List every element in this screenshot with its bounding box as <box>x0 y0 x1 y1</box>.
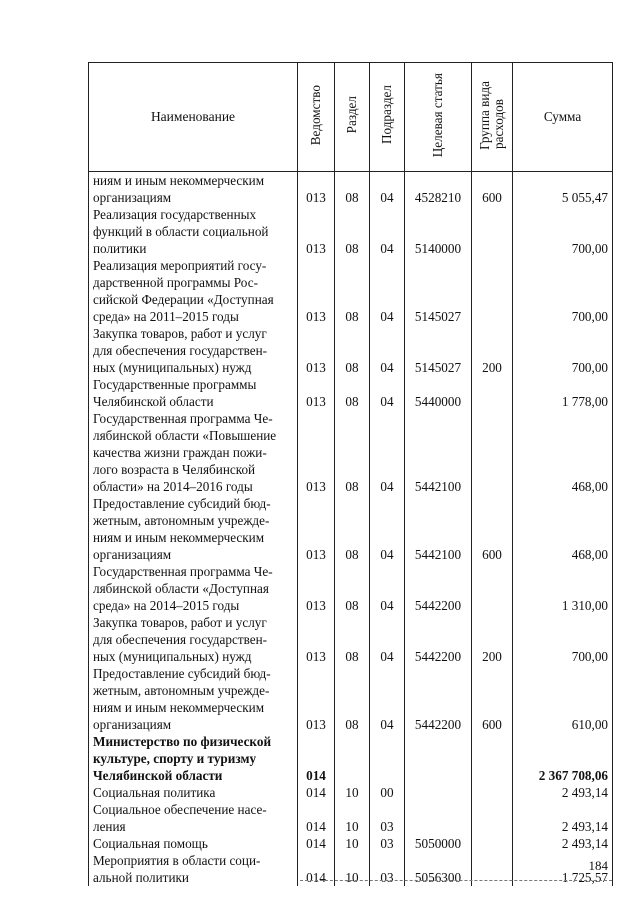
name-line: Челябинской области <box>93 768 223 783</box>
cell-summa: 700,00 <box>513 325 613 376</box>
table-header <box>89 63 613 172</box>
cell-gruppa <box>472 206 513 257</box>
cell-razdel: 08 <box>335 172 370 207</box>
cell-celevaya <box>405 733 472 784</box>
table-row <box>89 665 613 733</box>
cell-podrazdel: 04 <box>370 614 405 665</box>
name-line: среда» на 2011–2015 годы <box>93 309 239 324</box>
cell-vedomstvo: 013 <box>298 495 335 563</box>
cell-summa: 1 725,57 <box>513 852 613 886</box>
cell-podrazdel: 03 <box>370 852 405 886</box>
cell-celevaya <box>405 784 472 801</box>
cell-celevaya: 5442200 <box>405 614 472 665</box>
cell-celevaya: 5056300 <box>405 852 472 886</box>
name-line: Министерство по физической <box>93 734 272 749</box>
name-line: Государственная программа Че- <box>93 564 273 579</box>
cell-summa: 700,00 <box>513 206 613 257</box>
cell-name <box>89 835 298 852</box>
cell-summa: 700,00 <box>513 257 613 325</box>
cell-podrazdel: 03 <box>370 835 405 852</box>
cell-razdel: 10 <box>335 835 370 852</box>
cell-razdel: 08 <box>335 206 370 257</box>
cell-gruppa: 600 <box>472 665 513 733</box>
cell-podrazdel: 04 <box>370 376 405 410</box>
table-row <box>89 784 613 801</box>
cell-gruppa <box>472 784 513 801</box>
header-name-text: Наименование <box>150 109 236 124</box>
cell-vedomstvo: 013 <box>298 206 335 257</box>
cell-celevaya: 5145027 <box>405 325 472 376</box>
cell-podrazdel: 04 <box>370 495 405 563</box>
cell-razdel <box>335 733 370 784</box>
cell-celevaya: 5440000 <box>405 376 472 410</box>
table-body <box>89 172 613 887</box>
header-podrazdel-text: Подраздел <box>379 85 394 145</box>
cell-summa: 1 778,00 <box>513 376 613 410</box>
cell-razdel: 10 <box>335 852 370 886</box>
cell-celevaya: 5145027 <box>405 257 472 325</box>
cell-vedomstvo: 013 <box>298 257 335 325</box>
cell-summa: 2 493,14 <box>513 801 613 835</box>
header-gruppa-line2: расходов <box>491 99 506 150</box>
page-number: 184 <box>588 858 608 873</box>
cell-celevaya: 4528210 <box>405 172 472 207</box>
name-line: для обеспечения государствен- <box>93 632 268 647</box>
cell-celevaya: 5442100 <box>405 410 472 495</box>
cell-vedomstvo: 014 <box>298 852 335 886</box>
name-line: ниям и иным некоммерческим <box>93 700 265 715</box>
cell-summa: 5 055,47 <box>513 172 613 207</box>
cell-name <box>89 257 298 325</box>
cell-name <box>89 614 298 665</box>
name-line: Предоставление субсидий бюд- <box>93 496 271 511</box>
cell-podrazdel: 04 <box>370 665 405 733</box>
name-line: организациям <box>93 717 172 732</box>
name-line: культуре, спорту и туризму <box>93 751 257 766</box>
cell-razdel: 08 <box>335 376 370 410</box>
table-row <box>89 410 613 495</box>
cell-podrazdel: 04 <box>370 325 405 376</box>
header-podrazdel <box>370 63 405 172</box>
name-line: Закупка товаров, работ и услуг <box>93 615 267 630</box>
cell-name <box>89 206 298 257</box>
cell-summa: 2 367 708,06 <box>513 733 613 784</box>
cell-name <box>89 801 298 835</box>
table-row <box>89 835 613 852</box>
name-line: Социальная политика <box>93 785 216 800</box>
table-row <box>89 801 613 835</box>
cell-razdel: 08 <box>335 614 370 665</box>
cell-gruppa <box>472 376 513 410</box>
table-row <box>89 733 613 784</box>
cell-razdel: 10 <box>335 784 370 801</box>
cell-vedomstvo: 013 <box>298 172 335 207</box>
cell-name <box>89 852 298 886</box>
cell-vedomstvo: 014 <box>298 835 335 852</box>
header-razdel <box>335 63 370 172</box>
name-line: Закупка товаров, работ и услуг <box>93 326 267 341</box>
name-line: для обеспечения государствен- <box>93 343 268 358</box>
cell-razdel: 08 <box>335 563 370 614</box>
budget-table <box>88 62 613 886</box>
cell-vedomstvo: 014 <box>298 801 335 835</box>
table-row <box>89 206 613 257</box>
name-line: ных (муниципальных) нужд <box>93 360 252 375</box>
cell-celevaya: 5050000 <box>405 835 472 852</box>
cell-name <box>89 376 298 410</box>
cell-gruppa <box>472 563 513 614</box>
name-line: Социальное обеспечение насе- <box>93 802 267 817</box>
name-line: области» на 2014–2016 годы <box>93 479 253 494</box>
cell-name <box>89 563 298 614</box>
table-row <box>89 614 613 665</box>
name-line: Социальная помощь <box>93 836 208 851</box>
cell-podrazdel: 04 <box>370 410 405 495</box>
cell-razdel: 10 <box>335 801 370 835</box>
cell-celevaya <box>405 801 472 835</box>
header-razdel-text: Раздел <box>344 96 359 134</box>
table-row <box>89 495 613 563</box>
cell-celevaya: 5140000 <box>405 206 472 257</box>
name-line: ниям и иным некоммерческим <box>93 530 265 545</box>
cell-podrazdel: 00 <box>370 784 405 801</box>
cell-podrazdel: 04 <box>370 172 405 207</box>
cell-vedomstvo: 013 <box>298 614 335 665</box>
header-gruppa-line1: Группа вида <box>477 80 492 150</box>
cell-razdel: 08 <box>335 495 370 563</box>
name-line: жетным, автономным учрежде- <box>93 683 270 698</box>
name-line: Предоставление субсидий бюд- <box>93 666 271 681</box>
cell-podrazdel: 04 <box>370 563 405 614</box>
table-row <box>89 325 613 376</box>
name-line: Государственная программа Че- <box>93 411 273 426</box>
cell-summa: 1 310,00 <box>513 563 613 614</box>
cell-summa: 2 493,14 <box>513 784 613 801</box>
cell-gruppa: 200 <box>472 325 513 376</box>
cell-name <box>89 784 298 801</box>
cell-vedomstvo: 014 <box>298 784 335 801</box>
name-line: ления <box>93 819 126 834</box>
name-line: жетным, автономным учрежде- <box>93 513 270 528</box>
name-line: сийской Федерации «Доступная <box>93 292 274 307</box>
cell-name <box>89 172 298 207</box>
header-vedomstvo <box>298 63 335 172</box>
cell-celevaya: 5442100 <box>405 495 472 563</box>
header-gruppa <box>472 63 513 172</box>
cell-name <box>89 665 298 733</box>
header-celevaya <box>405 63 472 172</box>
cell-name <box>89 495 298 563</box>
name-line: Реализация государственных <box>93 207 257 222</box>
cell-name <box>89 410 298 495</box>
name-line: ных (муниципальных) нужд <box>93 649 252 664</box>
header-vedomstvo-text: Ведомство <box>308 84 323 146</box>
table-row <box>89 563 613 614</box>
name-line: организациям <box>93 190 172 205</box>
table-row <box>89 172 613 207</box>
cell-podrazdel: 03 <box>370 801 405 835</box>
name-line: качества жизни граждан пожи- <box>93 445 267 460</box>
name-line: функций в области социальной <box>93 224 269 239</box>
cell-vedomstvo: 013 <box>298 410 335 495</box>
name-line: Реализация мероприятий госу- <box>93 258 267 273</box>
table-row <box>89 257 613 325</box>
cell-razdel: 08 <box>335 325 370 376</box>
cell-vedomstvo: 014 <box>298 733 335 784</box>
name-line: альной политики <box>93 870 189 885</box>
cell-summa: 2 493,14 <box>513 835 613 852</box>
cell-gruppa <box>472 257 513 325</box>
name-line: организациям <box>93 547 172 562</box>
header-celevaya-text: Целевая статья <box>430 72 445 158</box>
cell-gruppa: 600 <box>472 495 513 563</box>
header-summa-text: Сумма <box>543 109 582 124</box>
name-line: лябинской области «Повышение <box>93 428 277 443</box>
cell-summa: 468,00 <box>513 495 613 563</box>
cell-vedomstvo: 013 <box>298 376 335 410</box>
name-line: дарственной программы Рос- <box>93 275 258 290</box>
cell-gruppa: 200 <box>472 614 513 665</box>
cell-summa: 468,00 <box>513 410 613 495</box>
cell-podrazdel: 04 <box>370 206 405 257</box>
table-row <box>89 376 613 410</box>
name-line: ниям и иным некоммерческим <box>93 173 265 188</box>
name-line: Мероприятия в области соци- <box>93 853 261 868</box>
cell-celevaya: 5442200 <box>405 563 472 614</box>
cell-summa: 610,00 <box>513 665 613 733</box>
cell-summa: 700,00 <box>513 614 613 665</box>
cell-gruppa <box>472 835 513 852</box>
cell-vedomstvo: 013 <box>298 325 335 376</box>
cell-podrazdel: 04 <box>370 257 405 325</box>
cell-celevaya: 5442200 <box>405 665 472 733</box>
cell-razdel: 08 <box>335 410 370 495</box>
cell-vedomstvo: 013 <box>298 665 335 733</box>
cell-name <box>89 733 298 784</box>
cell-name <box>89 325 298 376</box>
cell-gruppa <box>472 801 513 835</box>
name-line: среда» на 2014–2015 годы <box>93 598 240 613</box>
cell-razdel: 08 <box>335 665 370 733</box>
cell-vedomstvo: 013 <box>298 563 335 614</box>
name-line: лябинской области «Доступная <box>93 581 269 596</box>
name-line: политики <box>93 241 147 256</box>
cell-razdel: 08 <box>335 257 370 325</box>
cell-podrazdel <box>370 733 405 784</box>
header-name <box>89 63 298 172</box>
cell-gruppa <box>472 733 513 784</box>
name-line: Челябинской области <box>93 394 214 409</box>
header-summa <box>513 63 613 172</box>
name-line: лого возраста в Челябинской <box>93 462 256 477</box>
cell-gruppa <box>472 410 513 495</box>
footer-rule <box>300 880 612 881</box>
cell-gruppa: 600 <box>472 172 513 207</box>
name-line: Государственные программы <box>93 377 257 392</box>
